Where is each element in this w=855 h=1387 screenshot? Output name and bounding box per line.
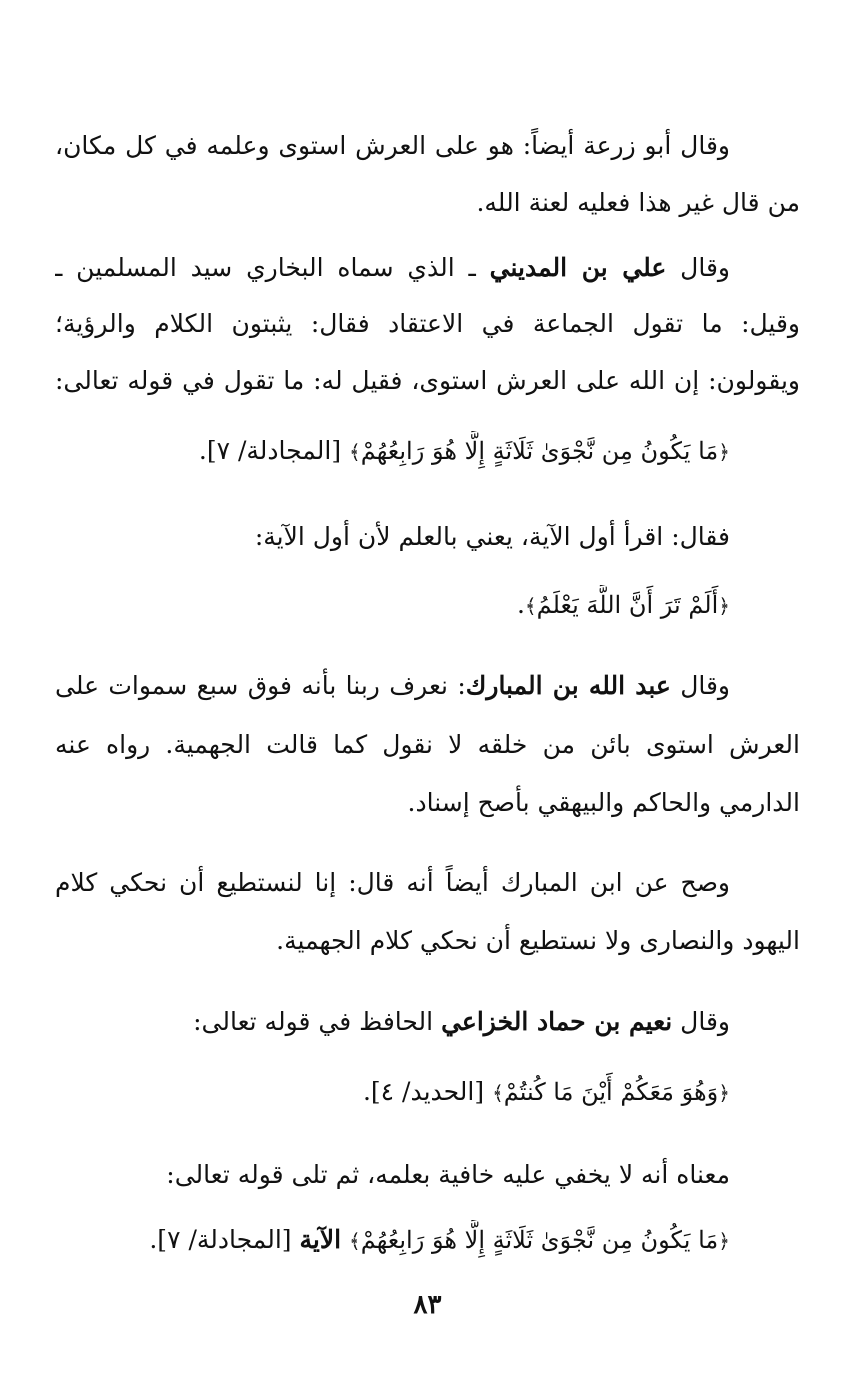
ornament-open-icon: ﴿: [718, 440, 730, 464]
ornament-close-icon: ﴾: [524, 594, 537, 618]
verse-reference: [المجادلة/ ٧].: [198, 436, 342, 465]
text-line: وقال أبو زرعة أيضاً: هو على العرش استوى وعلمه في كل مكان،: [55, 131, 730, 160]
quran-verse-line: [55, 431, 730, 472]
quran-verse: وَهُوَ مَعَكُمْ أَيْنَ مَا كُنتُمْ: [503, 1078, 719, 1106]
quran-verse: مَا يَكُونُ مِن نَّجْوَىٰ ثَلَاثَةٍ إِلَّا هُوَ رَابِعُهُمْ: [360, 1226, 719, 1254]
ornament-close-icon: ﴾: [492, 1081, 504, 1105]
ornament-open-icon: ﴿: [718, 1081, 730, 1105]
quran-verse-line: [55, 585, 730, 626]
text-line: اليهود والنصارى ولا نستطيع أن نحكي كلام الجهمية.: [276, 926, 800, 955]
verse-reference: .: [516, 590, 525, 619]
text-line: الدارمي والحاكم والبيهقي بأصح إسناد.: [407, 788, 800, 817]
text-line: العرش استوى بائن من خلقه لا نقول كما قالت الجهمية. رواه عنه: [55, 730, 800, 759]
text-line: وقال عبد الله بن المبارك: نعرف ربنا بأنه فوق سبع سموات على: [55, 671, 730, 700]
quran-verse: أَلَمْ تَرَ أَنَّ اللَّهَ يَعْلَمُ: [536, 591, 719, 619]
verse-tag: الآية: [299, 1225, 342, 1254]
text-line: وقيل: ما تقول الجماعة في الاعتقاد فقال: يثبتون الكلام والرؤية؛: [55, 309, 800, 338]
text-line: ويقولون: إن الله على العرش استوى، فقيل له: ما تقول في قوله تعالى:: [55, 366, 800, 395]
page-number: ٨٣: [413, 1290, 442, 1320]
scholar-name: علي بن المديني: [489, 253, 667, 282]
quran-verse-line: [55, 1072, 730, 1113]
quran-verse-line: [55, 1220, 730, 1261]
ornament-open-icon: ﴿: [718, 594, 730, 618]
ornament-close-icon: ﴾: [349, 440, 361, 464]
scholar-name: نعيم بن حماد الخزاعي: [441, 1007, 673, 1036]
text-line: وصح عن ابن المبارك أيضاً أنه قال: إنا لنستطيع أن نحكي كلام: [55, 868, 730, 897]
scholar-name: عبد الله بن المبارك: [465, 671, 671, 700]
text-line: وقال علي بن المديني ـ الذي سماه البخاري سيد المسلمين ـ: [55, 253, 730, 282]
text-line: من قال غير هذا فعليه لعنة الله.: [476, 188, 800, 217]
verse-reference: [المجادلة/ ٧].: [149, 1225, 292, 1254]
text-line: وقال نعيم بن حماد الخزاعي الحافظ في قوله تعالى:: [193, 1007, 730, 1036]
verse-reference: [الحديد/ ٤].: [362, 1077, 485, 1106]
quran-verse: مَا يَكُونُ مِن نَّجْوَىٰ ثَلَاثَةٍ إِلَّا هُوَ رَابِعُهُمْ: [360, 437, 719, 465]
text-line: معناه أنه لا يخفي عليه خافية بعلمه، ثم تلى قوله تعالى:: [166, 1160, 730, 1189]
text-line: فقال: اقرأ أول الآية، يعني بالعلم لأن أول الآية:: [254, 522, 730, 551]
ornament-close-icon: ﴾: [349, 1229, 361, 1253]
ornament-open-icon: ﴿: [718, 1229, 730, 1253]
